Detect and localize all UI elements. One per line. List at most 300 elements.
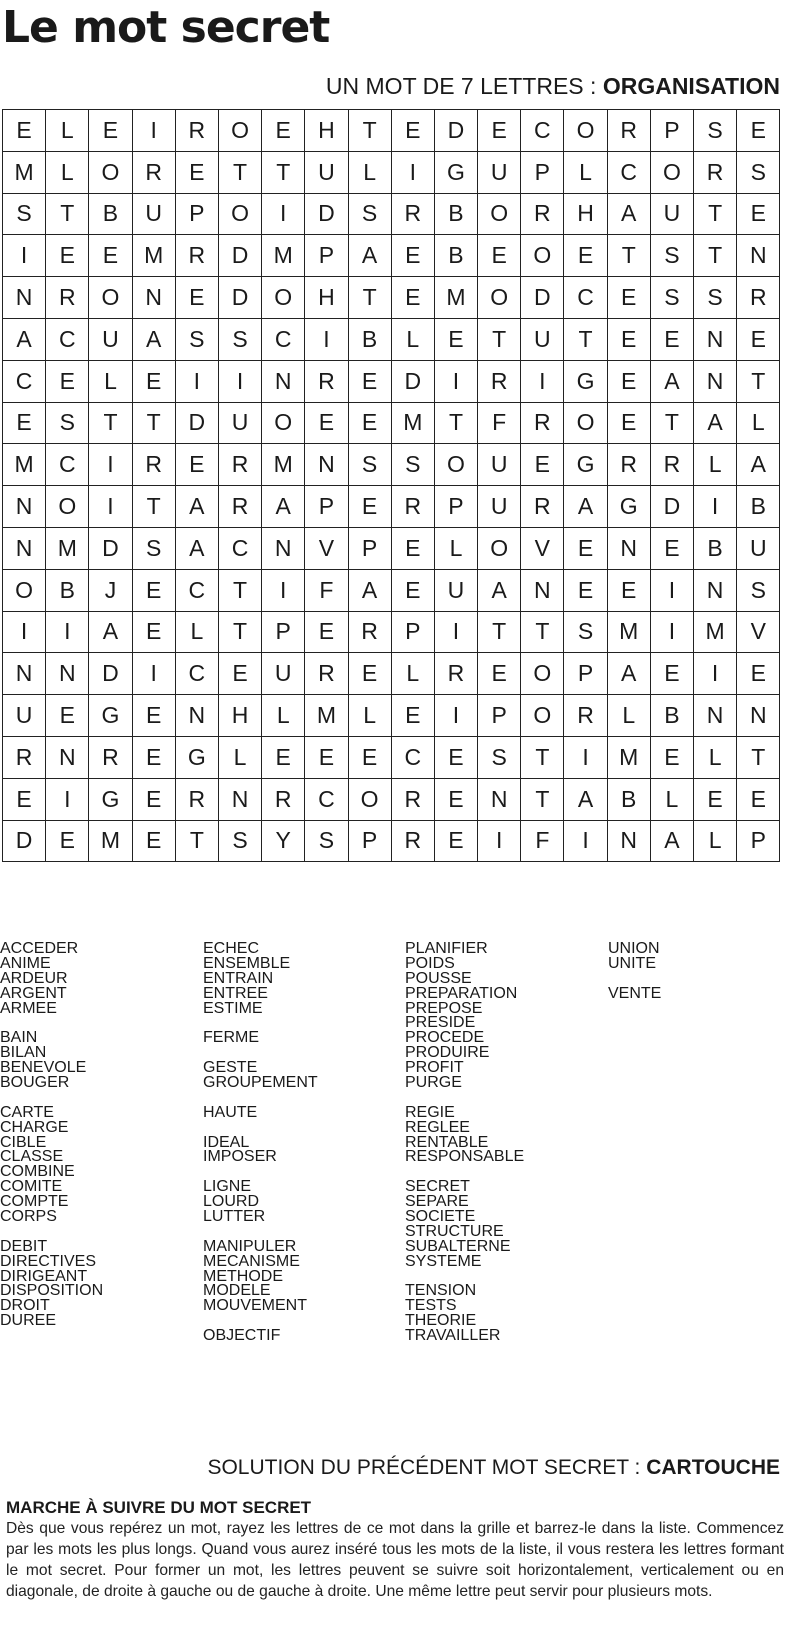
grid-cell[interactable]: C [521, 110, 564, 152]
grid-cell[interactable]: E [46, 235, 89, 277]
grid-cell[interactable]: N [694, 360, 737, 402]
grid-cell[interactable]: M [607, 611, 650, 653]
grid-cell[interactable]: D [650, 486, 693, 528]
grid-cell[interactable]: M [694, 611, 737, 653]
grid-cell[interactable]: B [89, 193, 132, 235]
grid-cell[interactable]: E [89, 235, 132, 277]
grid-cell[interactable]: R [305, 653, 348, 695]
grid-cell[interactable]: G [564, 444, 607, 486]
grid-cell[interactable]: U [262, 653, 305, 695]
grid-cell[interactable]: R [391, 778, 434, 820]
grid-cell[interactable]: A [607, 193, 650, 235]
grid-cell[interactable]: B [434, 235, 477, 277]
word-item[interactable]: DUREE [0, 1312, 57, 1330]
grid-cell[interactable]: C [46, 318, 89, 360]
grid-cell[interactable]: H [564, 193, 607, 235]
grid-cell[interactable]: L [46, 151, 89, 193]
grid-cell[interactable]: C [305, 778, 348, 820]
grid-cell[interactable]: I [175, 360, 218, 402]
grid-cell[interactable]: T [89, 402, 132, 444]
grid-cell[interactable]: L [650, 778, 693, 820]
grid-cell[interactable]: B [348, 318, 391, 360]
grid-cell[interactable]: O [521, 235, 564, 277]
word-item[interactable]: REGIE [405, 1103, 455, 1121]
grid-cell[interactable]: R [262, 778, 305, 820]
grid-cell[interactable]: E [3, 402, 46, 444]
grid-cell[interactable]: O [521, 695, 564, 737]
grid-cell[interactable]: O [89, 151, 132, 193]
grid-cell[interactable]: T [132, 402, 175, 444]
grid-cell[interactable]: M [3, 151, 46, 193]
word-item[interactable]: DEBIT [0, 1237, 48, 1255]
grid-cell[interactable]: P [348, 527, 391, 569]
grid-cell[interactable]: M [262, 235, 305, 277]
grid-cell[interactable]: I [3, 235, 46, 277]
grid-cell[interactable]: U [650, 193, 693, 235]
grid-cell[interactable]: R [46, 277, 89, 319]
word-item[interactable]: COMBINE [0, 1163, 75, 1181]
word-item[interactable]: SUBALTERNE [405, 1237, 511, 1255]
grid-cell[interactable]: E [391, 695, 434, 737]
grid-cell[interactable]: L [391, 653, 434, 695]
grid-cell[interactable]: E [132, 695, 175, 737]
grid-cell[interactable]: D [305, 193, 348, 235]
grid-cell[interactable]: A [89, 611, 132, 653]
grid-cell[interactable]: I [89, 444, 132, 486]
word-item[interactable]: OBJECTIF [203, 1327, 281, 1345]
grid-cell[interactable]: V [305, 527, 348, 569]
grid-cell[interactable]: E [737, 193, 780, 235]
word-item[interactable]: BENEVOLE [0, 1059, 87, 1077]
grid-cell[interactable]: E [132, 778, 175, 820]
grid-cell[interactable]: H [305, 277, 348, 319]
grid-cell[interactable]: O [262, 277, 305, 319]
grid-cell[interactable]: L [694, 820, 737, 862]
grid-cell[interactable]: E [434, 736, 477, 778]
word-item[interactable]: PLANIFIER [405, 940, 488, 957]
grid-cell[interactable]: E [478, 235, 521, 277]
grid-cell[interactable]: E [434, 318, 477, 360]
grid-cell[interactable]: N [46, 736, 89, 778]
grid-cell[interactable]: I [434, 695, 477, 737]
word-item[interactable]: GROUPEMENT [203, 1074, 318, 1092]
word-item[interactable]: CARTE [0, 1103, 54, 1121]
grid-cell[interactable]: I [305, 318, 348, 360]
grid-cell[interactable]: E [305, 611, 348, 653]
grid-cell[interactable]: R [3, 736, 46, 778]
grid-cell[interactable]: E [694, 778, 737, 820]
grid-cell[interactable]: G [89, 695, 132, 737]
word-item[interactable]: ANIME [0, 954, 51, 972]
grid-cell[interactable]: C [564, 277, 607, 319]
grid-cell[interactable]: O [3, 569, 46, 611]
word-item[interactable]: ACCEDER [0, 940, 79, 957]
word-item[interactable]: MANIPULER [203, 1237, 297, 1255]
grid-cell[interactable]: U [737, 527, 780, 569]
word-item[interactable]: BOUGER [0, 1074, 70, 1092]
word-item[interactable]: RESPONSABLE [405, 1148, 525, 1166]
grid-cell[interactable]: M [305, 695, 348, 737]
grid-cell[interactable]: L [46, 110, 89, 152]
grid-cell[interactable]: A [175, 527, 218, 569]
word-item[interactable]: LIGNE [203, 1178, 252, 1196]
word-item[interactable]: RENTABLE [405, 1133, 489, 1151]
grid-cell[interactable]: E [607, 402, 650, 444]
grid-cell[interactable]: E [132, 736, 175, 778]
grid-cell[interactable]: T [521, 611, 564, 653]
grid-cell[interactable]: E [391, 235, 434, 277]
grid-cell[interactable]: S [478, 736, 521, 778]
grid-cell[interactable]: A [262, 486, 305, 528]
grid-cell[interactable]: O [348, 778, 391, 820]
word-item[interactable]: GESTE [203, 1059, 258, 1077]
grid-cell[interactable]: E [607, 360, 650, 402]
grid-cell[interactable]: T [175, 820, 218, 862]
grid-cell[interactable]: I [262, 193, 305, 235]
grid-cell[interactable]: E [132, 820, 175, 862]
grid-cell[interactable]: N [3, 486, 46, 528]
grid-cell[interactable]: A [564, 778, 607, 820]
grid-cell[interactable]: C [46, 444, 89, 486]
grid-cell[interactable]: N [3, 527, 46, 569]
grid-cell[interactable]: G [175, 736, 218, 778]
grid-cell[interactable]: E [348, 486, 391, 528]
grid-cell[interactable]: G [434, 151, 477, 193]
grid-cell[interactable]: M [89, 820, 132, 862]
grid-cell[interactable]: E [564, 235, 607, 277]
grid-cell[interactable]: E [348, 736, 391, 778]
word-item[interactable]: UNITE [608, 954, 656, 972]
grid-cell[interactable]: P [348, 820, 391, 862]
grid-cell[interactable]: N [694, 318, 737, 360]
grid-cell[interactable]: S [348, 193, 391, 235]
grid-cell[interactable]: I [434, 611, 477, 653]
grid-cell[interactable]: D [89, 653, 132, 695]
grid-cell[interactable]: P [564, 653, 607, 695]
grid-cell[interactable]: S [391, 444, 434, 486]
grid-cell[interactable]: E [434, 778, 477, 820]
grid-cell[interactable]: R [218, 444, 261, 486]
word-item[interactable]: POUSSE [405, 969, 472, 987]
word-item[interactable]: DIRIGEANT [0, 1267, 88, 1285]
grid-cell[interactable]: A [348, 569, 391, 611]
grid-cell[interactable]: S [694, 277, 737, 319]
grid-cell[interactable]: P [305, 235, 348, 277]
grid-cell[interactable]: E [478, 653, 521, 695]
grid-cell[interactable]: R [434, 653, 477, 695]
word-item[interactable]: PROFIT [405, 1059, 464, 1077]
grid-cell[interactable]: O [521, 653, 564, 695]
grid-cell[interactable]: M [607, 736, 650, 778]
grid-cell[interactable]: O [564, 402, 607, 444]
grid-cell[interactable]: T [348, 277, 391, 319]
grid-cell[interactable]: G [564, 360, 607, 402]
grid-cell[interactable]: N [262, 527, 305, 569]
grid-cell[interactable]: U [434, 569, 477, 611]
grid-cell[interactable]: I [650, 611, 693, 653]
grid-cell[interactable]: U [478, 486, 521, 528]
grid-cell[interactable]: I [478, 820, 521, 862]
grid-cell[interactable]: R [521, 402, 564, 444]
grid-cell[interactable]: B [434, 193, 477, 235]
grid-cell[interactable]: E [607, 277, 650, 319]
word-item[interactable]: SOCIETE [405, 1208, 476, 1226]
grid-cell[interactable]: P [391, 611, 434, 653]
grid-cell[interactable]: O [218, 193, 261, 235]
grid-cell[interactable]: O [89, 277, 132, 319]
grid-cell[interactable]: N [46, 653, 89, 695]
word-item[interactable]: ENSEMBLE [203, 954, 291, 972]
grid-cell[interactable]: R [521, 193, 564, 235]
grid-cell[interactable]: I [564, 736, 607, 778]
grid-cell[interactable]: I [521, 360, 564, 402]
grid-cell[interactable]: A [607, 653, 650, 695]
grid-cell[interactable]: E [650, 736, 693, 778]
grid-cell[interactable]: C [262, 318, 305, 360]
grid-cell[interactable]: B [607, 778, 650, 820]
grid-cell[interactable]: R [175, 778, 218, 820]
grid-cell[interactable]: E [305, 736, 348, 778]
grid-cell[interactable]: E [132, 360, 175, 402]
grid-cell[interactable]: M [46, 527, 89, 569]
grid-cell[interactable]: C [175, 569, 218, 611]
grid-cell[interactable]: T [348, 110, 391, 152]
word-item[interactable]: BAIN [0, 1029, 38, 1047]
grid-cell[interactable]: L [607, 695, 650, 737]
grid-cell[interactable]: R [478, 360, 521, 402]
grid-cell[interactable]: L [218, 736, 261, 778]
grid-cell[interactable]: M [391, 402, 434, 444]
word-item[interactable]: SECRET [405, 1178, 470, 1196]
grid-cell[interactable]: N [305, 444, 348, 486]
grid-cell[interactable]: D [218, 277, 261, 319]
grid-cell[interactable]: S [132, 527, 175, 569]
grid-cell[interactable]: L [694, 444, 737, 486]
grid-cell[interactable]: E [262, 736, 305, 778]
grid-cell[interactable]: T [218, 611, 261, 653]
word-item[interactable]: MOUVEMENT [203, 1297, 307, 1315]
grid-cell[interactable]: I [132, 110, 175, 152]
word-item[interactable]: HAUTE [203, 1103, 258, 1121]
word-item[interactable]: MODELE [203, 1282, 271, 1300]
grid-cell[interactable]: I [694, 653, 737, 695]
grid-cell[interactable]: A [650, 820, 693, 862]
word-item[interactable]: SEPARE [405, 1193, 469, 1211]
word-item[interactable]: CORPS [0, 1208, 57, 1226]
grid-cell[interactable]: I [46, 778, 89, 820]
grid-cell[interactable]: E [391, 110, 434, 152]
grid-cell[interactable]: R [564, 695, 607, 737]
grid-cell[interactable]: C [218, 527, 261, 569]
grid-cell[interactable]: T [737, 360, 780, 402]
grid-cell[interactable]: E [46, 820, 89, 862]
grid-cell[interactable]: O [434, 444, 477, 486]
grid-cell[interactable]: U [521, 318, 564, 360]
grid-cell[interactable]: E [564, 527, 607, 569]
grid-cell[interactable]: U [218, 402, 261, 444]
word-item[interactable]: LUTTER [203, 1208, 266, 1226]
grid-cell[interactable]: T [694, 235, 737, 277]
grid-cell[interactable]: E [132, 611, 175, 653]
grid-cell[interactable]: E [607, 569, 650, 611]
word-item[interactable]: DIRECTIVES [0, 1252, 97, 1270]
grid-cell[interactable]: R [391, 193, 434, 235]
grid-cell[interactable]: T [694, 193, 737, 235]
word-item[interactable]: POIDS [405, 954, 455, 972]
grid-cell[interactable]: R [650, 444, 693, 486]
grid-cell[interactable]: N [737, 695, 780, 737]
grid-cell[interactable]: E [737, 653, 780, 695]
grid-cell[interactable]: C [607, 151, 650, 193]
grid-cell[interactable]: L [564, 151, 607, 193]
grid-cell[interactable]: I [132, 653, 175, 695]
grid-cell[interactable]: I [262, 569, 305, 611]
grid-cell[interactable]: F [521, 820, 564, 862]
word-item[interactable]: IDEAL [203, 1133, 250, 1151]
grid-cell[interactable]: U [478, 444, 521, 486]
grid-cell[interactable]: S [3, 193, 46, 235]
grid-cell[interactable]: E [737, 318, 780, 360]
word-item[interactable]: PREPOSE [405, 999, 483, 1017]
grid-cell[interactable]: E [391, 569, 434, 611]
word-item[interactable]: METHODE [203, 1267, 283, 1285]
word-item[interactable]: COMPTE [0, 1193, 69, 1211]
grid-cell[interactable]: C [175, 653, 218, 695]
grid-cell[interactable]: E [175, 444, 218, 486]
grid-cell[interactable]: L [175, 611, 218, 653]
grid-cell[interactable]: B [694, 527, 737, 569]
grid-cell[interactable]: A [348, 235, 391, 277]
grid-cell[interactable]: N [478, 778, 521, 820]
grid-cell[interactable]: E [650, 653, 693, 695]
grid-cell[interactable]: P [521, 151, 564, 193]
grid-cell[interactable]: R [391, 486, 434, 528]
grid-cell[interactable]: T [564, 318, 607, 360]
grid-cell[interactable]: E [391, 277, 434, 319]
grid-cell[interactable]: S [650, 235, 693, 277]
grid-cell[interactable]: A [3, 318, 46, 360]
grid-cell[interactable]: U [132, 193, 175, 235]
grid-cell[interactable]: U [305, 151, 348, 193]
grid-cell[interactable]: E [607, 318, 650, 360]
grid-cell[interactable]: P [737, 820, 780, 862]
grid-cell[interactable]: T [521, 736, 564, 778]
grid-cell[interactable]: E [564, 569, 607, 611]
grid-cell[interactable]: R [305, 360, 348, 402]
word-item[interactable]: LOURD [203, 1193, 260, 1211]
grid-cell[interactable]: E [478, 110, 521, 152]
grid-cell[interactable]: I [89, 486, 132, 528]
grid-cell[interactable]: T [218, 569, 261, 611]
grid-cell[interactable]: R [521, 486, 564, 528]
grid-cell[interactable]: S [218, 318, 261, 360]
grid-cell[interactable]: O [564, 110, 607, 152]
grid-cell[interactable]: L [262, 695, 305, 737]
grid-cell[interactable]: S [694, 110, 737, 152]
grid-cell[interactable]: U [478, 151, 521, 193]
grid-cell[interactable]: T [434, 402, 477, 444]
grid-cell[interactable]: E [46, 695, 89, 737]
grid-cell[interactable]: R [607, 110, 650, 152]
grid-cell[interactable]: I [694, 486, 737, 528]
grid-cell[interactable]: L [694, 736, 737, 778]
word-item[interactable]: FERME [203, 1029, 259, 1047]
grid-cell[interactable]: N [737, 235, 780, 277]
grid-cell[interactable]: L [434, 527, 477, 569]
grid-cell[interactable]: E [737, 778, 780, 820]
grid-cell[interactable]: L [348, 695, 391, 737]
word-item[interactable]: BILAN [0, 1044, 47, 1062]
grid-cell[interactable]: B [46, 569, 89, 611]
word-item[interactable]: ARMEE [0, 999, 57, 1017]
grid-cell[interactable]: P [305, 486, 348, 528]
grid-cell[interactable]: R [348, 611, 391, 653]
grid-cell[interactable]: M [262, 444, 305, 486]
grid-cell[interactable]: V [737, 611, 780, 653]
grid-cell[interactable]: S [305, 820, 348, 862]
grid-cell[interactable]: T [262, 151, 305, 193]
grid-cell[interactable]: N [3, 277, 46, 319]
word-item[interactable]: VENTE [608, 984, 662, 1002]
grid-cell[interactable]: M [132, 235, 175, 277]
grid-cell[interactable]: O [218, 110, 261, 152]
grid-cell[interactable]: T [132, 486, 175, 528]
grid-cell[interactable]: O [46, 486, 89, 528]
grid-cell[interactable]: Y [262, 820, 305, 862]
grid-cell[interactable]: R [132, 151, 175, 193]
grid-cell[interactable]: E [650, 527, 693, 569]
grid-cell[interactable]: R [607, 444, 650, 486]
word-item[interactable]: DISPOSITION [0, 1282, 104, 1300]
word-item[interactable]: STRUCTURE [405, 1222, 504, 1240]
grid-cell[interactable]: V [521, 527, 564, 569]
word-item[interactable]: SYSTEME [405, 1252, 482, 1270]
grid-cell[interactable]: L [737, 402, 780, 444]
word-item[interactable]: ENTRAIN [203, 969, 274, 987]
word-item[interactable]: ENTREE [203, 984, 268, 1002]
word-item[interactable]: DROIT [0, 1297, 50, 1315]
grid-cell[interactable]: A [564, 486, 607, 528]
grid-cell[interactable]: S [46, 402, 89, 444]
grid-cell[interactable]: O [650, 151, 693, 193]
word-item[interactable]: PREPARATION [405, 984, 518, 1002]
grid-cell[interactable]: G [89, 778, 132, 820]
grid-cell[interactable]: E [434, 820, 477, 862]
grid-cell[interactable]: P [478, 695, 521, 737]
grid-cell[interactable]: E [175, 277, 218, 319]
grid-cell[interactable]: I [391, 151, 434, 193]
word-item[interactable]: ECHEC [203, 940, 260, 957]
grid-cell[interactable]: N [132, 277, 175, 319]
grid-cell[interactable]: O [478, 193, 521, 235]
grid-cell[interactable]: S [737, 151, 780, 193]
grid-cell[interactable]: E [348, 653, 391, 695]
grid-cell[interactable]: R [737, 277, 780, 319]
grid-cell[interactable]: B [650, 695, 693, 737]
grid-cell[interactable]: R [132, 444, 175, 486]
grid-cell[interactable]: D [218, 235, 261, 277]
grid-cell[interactable]: N [694, 695, 737, 737]
word-item[interactable]: IMPOSER [203, 1148, 277, 1166]
grid-cell[interactable]: E [348, 360, 391, 402]
grid-cell[interactable]: S [650, 277, 693, 319]
word-item[interactable]: PROCEDE [405, 1029, 485, 1047]
grid-cell[interactable]: L [391, 318, 434, 360]
grid-cell[interactable]: P [650, 110, 693, 152]
grid-cell[interactable]: D [3, 820, 46, 862]
grid-cell[interactable]: R [175, 110, 218, 152]
grid-cell[interactable]: E [218, 653, 261, 695]
